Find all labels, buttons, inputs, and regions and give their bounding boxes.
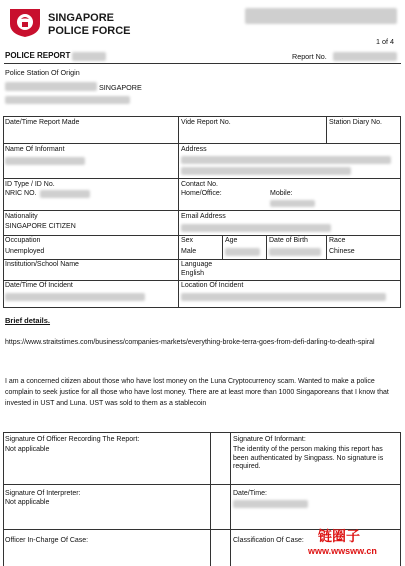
brief-url: https://www.straitstimes.com/business/companies-markets/everything-broke-terra-goes-from-defi-darling-to-death-spiral — [5, 339, 375, 346]
table-border-top — [3, 116, 401, 117]
nationality-label: Nationality — [5, 213, 38, 220]
redacted-dob — [269, 248, 321, 256]
nric-label: NRIC NO. — [5, 190, 37, 197]
redacted-station-line1 — [5, 82, 97, 91]
informant-name-label: Name Of Informant — [5, 146, 65, 153]
home-office-label: Home/Office: — [181, 190, 222, 197]
redacted-email — [181, 224, 331, 232]
table-border — [3, 143, 401, 144]
police-crest-logo — [6, 6, 44, 38]
table-border — [3, 235, 401, 236]
table-divider — [266, 235, 267, 259]
table-border-bottom — [3, 307, 401, 308]
mobile-label: Mobile: — [270, 190, 293, 197]
redacted-address-line1 — [181, 156, 391, 164]
language-value: English — [181, 270, 204, 277]
table-border — [3, 280, 401, 281]
watermark-url: www.wwsww.cn — [308, 546, 377, 556]
station-label: Police Station Of Origin — [5, 68, 80, 77]
watermark-logo-text: 链圈子 — [318, 528, 360, 544]
station-diary-label: Station Diary No. — [329, 119, 382, 126]
report-no-label: Report No. — [292, 52, 327, 61]
redacted-header-id — [245, 8, 397, 24]
age-label: Age — [225, 237, 238, 244]
redacted-age — [225, 248, 260, 256]
redacted-signature-datetime — [233, 500, 308, 508]
nationality-value: SINGAPORE CITIZEN — [5, 223, 76, 230]
sig-border-left — [3, 432, 4, 566]
officer-signature-value: Not applicable — [5, 446, 50, 453]
email-label: Email Address — [181, 213, 226, 220]
officer-signature-label: Signature Of Officer Recording The Report: — [5, 436, 140, 443]
vide-report-label: Vide Report No. — [181, 119, 231, 126]
table-border — [3, 210, 401, 211]
interpreter-signature-label: Signature Of Interpreter: — [5, 490, 81, 497]
institution-label: Institution/School Name — [5, 261, 79, 268]
sig-divider — [210, 432, 211, 566]
redacted-incident-datetime — [5, 293, 145, 301]
station-country: SINGAPORE — [99, 83, 142, 92]
classification-label: Classification Of Case: — [233, 537, 304, 544]
redacted-report-suffix — [72, 52, 106, 61]
table-border-left — [3, 116, 4, 307]
sex-value: Male — [181, 248, 197, 255]
interpreter-signature-value: Not applicable — [5, 499, 50, 506]
redacted-informant-name — [5, 157, 85, 165]
occupation-value: Unemployed — [5, 248, 45, 255]
incident-location-label: Location Of Incident — [181, 282, 244, 289]
report-datetime-label: Date/Time Report Made — [5, 119, 80, 126]
language-label: Language — [181, 261, 213, 268]
brief-paragraph: I am a concerned citizen about those who have lost money on the Luna Cryptocurrency scam. Wanted to make a police complain to seek justice for all those who have lost money. There are at least more than 1000 Singaporeans that I know that invested in UST and Luna. UST was sold to them as a stablecoin — [5, 378, 389, 407]
org-name-line1: SINGAPORE — [48, 12, 115, 24]
address-label: Address — [181, 146, 207, 153]
officer-incharge-label: Officer In-Charge Of Case: — [5, 537, 89, 544]
table-divider — [222, 235, 223, 259]
race-label: Race — [329, 237, 346, 244]
table-border — [3, 259, 401, 260]
contact-label: Contact No. — [181, 181, 218, 188]
sig-divider — [230, 432, 231, 566]
redacted-incident-location — [181, 293, 386, 301]
dob-label: Date of Birth — [269, 237, 308, 244]
sig-border — [3, 484, 401, 485]
id-type-label: ID Type / ID No. — [5, 181, 55, 188]
title-underline — [4, 63, 401, 64]
sig-border-top — [3, 432, 401, 433]
informant-signature-label: Signature Of Informant: — [233, 436, 306, 443]
report-title: POLICE REPORT — [5, 51, 71, 60]
race-value: Chinese — [329, 248, 355, 255]
datetime-signature-label: Date/Time: — [233, 490, 267, 497]
table-divider — [178, 116, 179, 307]
table-border — [3, 178, 401, 179]
table-divider — [326, 116, 327, 143]
brief-heading: Brief details. — [5, 316, 51, 325]
redacted-station-line2 — [5, 96, 130, 104]
informant-signature-value: The identity of the person making this report has been authenticated by Singpass. No signature is required. — [233, 446, 384, 470]
sig-border-right — [400, 432, 401, 566]
page-indicator: 1 of 4 — [376, 37, 394, 46]
redacted-report-no — [333, 52, 397, 61]
sex-label: Sex — [181, 237, 194, 244]
redacted-nric — [40, 190, 90, 198]
incident-datetime-label: Date/Time Of Incident — [5, 282, 73, 289]
table-border-right — [400, 116, 401, 307]
table-divider — [326, 235, 327, 259]
org-name-line2: POLICE FORCE — [48, 25, 131, 37]
occupation-label: Occupation — [5, 237, 41, 244]
redacted-address-line2 — [181, 167, 351, 175]
redacted-mobile — [270, 200, 315, 207]
